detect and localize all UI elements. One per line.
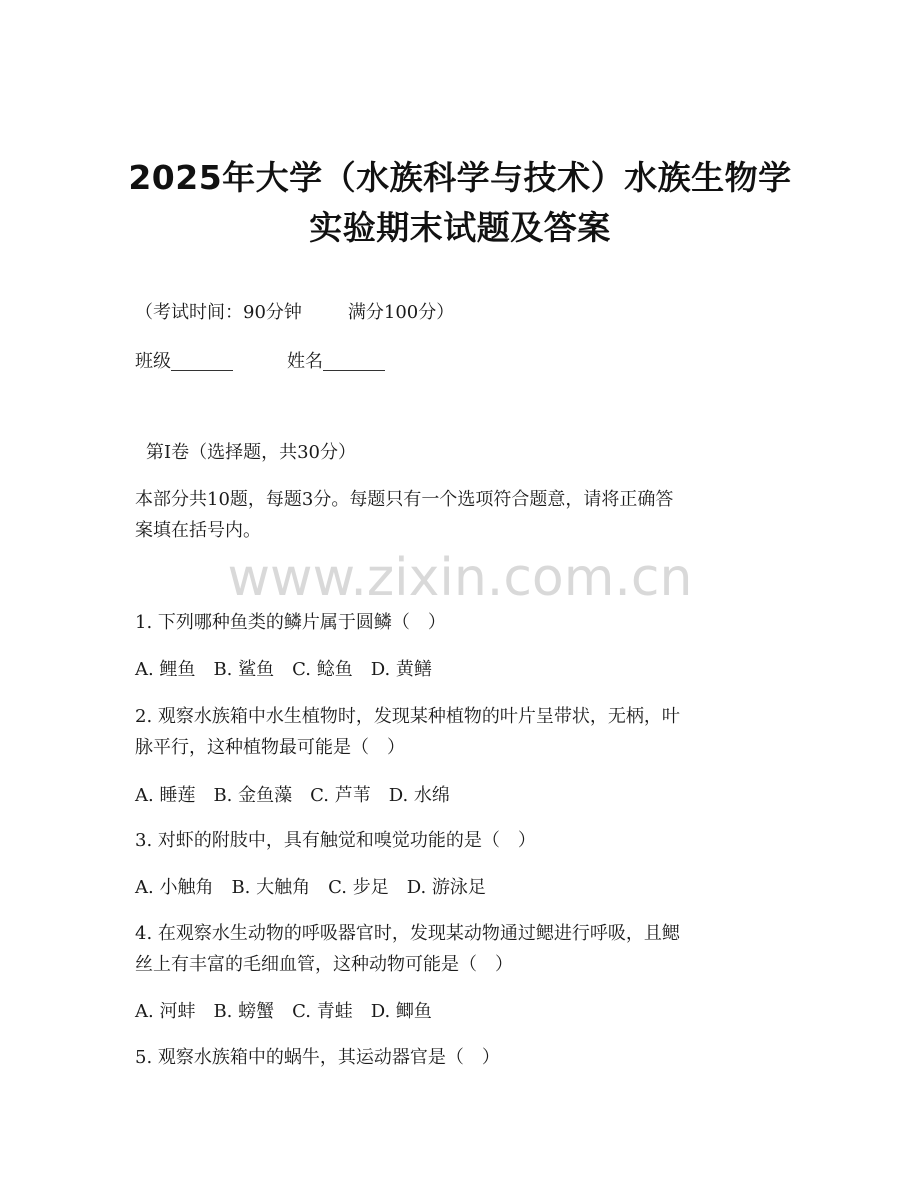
question-3-options: [135, 876, 785, 900]
option-a: A. 鲤鱼: [135, 659, 196, 680]
class-label: 班级: [135, 351, 171, 372]
option-c: C. 鲶鱼: [292, 659, 353, 680]
student-info: [135, 350, 785, 374]
section-instruction-line-2: 案填在括号内。: [135, 520, 261, 541]
option-d: D. 水绵: [388, 785, 450, 806]
name-label: 姓名: [287, 351, 323, 372]
question-4-line-1: 4. 在观察水生动物的呼吸器官时，发现某动物通过鳃进行呼吸，且鳃: [135, 923, 680, 944]
option-c: C. 芦苇: [310, 785, 371, 806]
watermark: www.zixin.com.cn: [227, 548, 693, 608]
question-1: 1. 下列哪种鱼类的鳞片属于圆鳞（ ）: [135, 612, 446, 633]
option-a: A. 睡莲: [135, 785, 196, 806]
option-d: D. 鲫鱼: [370, 1001, 432, 1022]
question-3: 3. 对虾的附肢中，具有触觉和嗅觉功能的是（ ）: [135, 830, 536, 851]
option-d: D. 游泳足: [406, 877, 486, 898]
class-blank[interactable]: [171, 352, 233, 371]
name-blank[interactable]: [323, 352, 385, 371]
option-c: C. 步足: [328, 877, 389, 898]
option-c: C. 青蛙: [292, 1001, 353, 1022]
option-d: D. 黄鳝: [370, 659, 432, 680]
exam-info: [135, 301, 785, 325]
question-4-line-2: 丝上有丰富的毛细血管，这种动物可能是（ ）: [135, 954, 513, 975]
exam-full-score: 满分100分）: [347, 302, 455, 323]
option-b: B. 鲨鱼: [213, 659, 275, 680]
question-4-options: [135, 1000, 785, 1024]
document-title-line-2: 实验期末试题及答案: [309, 208, 611, 247]
question-5: 5. 观察水族箱中的蜗牛，其运动器官是（ ）: [135, 1047, 500, 1068]
question-1-options: [135, 658, 785, 682]
exam-time: （考试时间：90分钟: [135, 302, 302, 323]
option-b: B. 大触角: [231, 877, 311, 898]
section-heading: 第Ⅰ卷（选择题，共30分）: [146, 442, 357, 463]
question-2-options: [135, 784, 785, 808]
question-2-line-2: 脉平行，这种植物最可能是（ ）: [135, 737, 405, 758]
document-title-line-1: 2025年大学（水族科学与技术）水族生物学: [128, 158, 792, 197]
section-instruction-line-1: 本部分共10题，每题3分。每题只有一个选项符合题意，请将正确答: [135, 489, 674, 510]
question-2-line-1: 2. 观察水族箱中水生植物时，发现某种植物的叶片呈带状，无柄，叶: [135, 706, 680, 727]
option-a: A. 小触角: [135, 877, 214, 898]
option-a: A. 河蚌: [135, 1001, 196, 1022]
option-b: B. 螃蟹: [213, 1001, 275, 1022]
option-b: B. 金鱼藻: [213, 785, 293, 806]
